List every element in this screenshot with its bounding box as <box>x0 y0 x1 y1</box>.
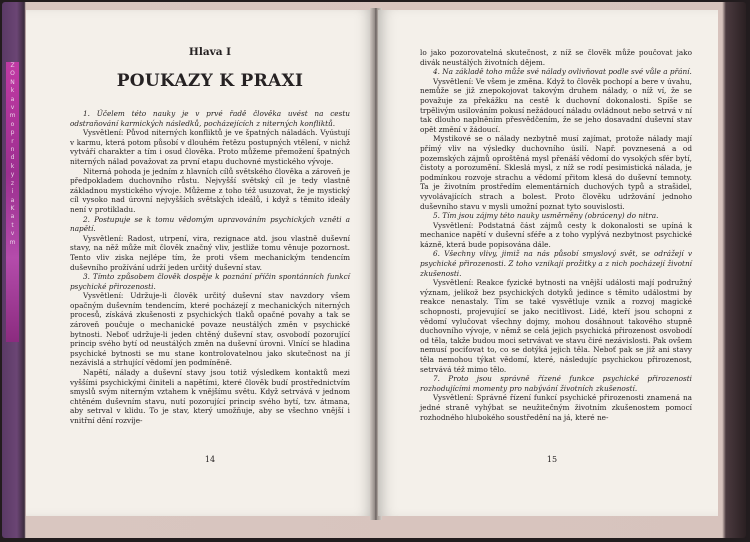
page-number-left: 14 <box>204 455 216 464</box>
spine-letter: O <box>10 70 15 78</box>
paragraph: 5. Tím jsou zájmy této nauky usměrněny (obráceny) do nitra. <box>433 211 659 221</box>
spine-letter: n <box>10 146 15 154</box>
paragraph: Vysvětlení: Ve všem je změna. Když to člověk pochopí a bere v úvahu, nemůže se již znepokojovat takovým druhem nálady, o níž ví, že se považuje za překážku na cestě k duchovní dokonalosti. Spíše se trpělivým usilováním pokusí nežádoucí náladu ovládnout nebo setrvá v ní tak dlouho naplněním přesvědčením, že se jeho dosavadní duševní stav opět změní v žádoucí. <box>420 76 692 134</box>
spine-letter: y <box>10 171 15 179</box>
spine-letter: d <box>10 154 15 162</box>
spine-letter: v <box>10 230 15 238</box>
paragraph: Mystikové se o nálady nezbytně musí zajímat, protože nálady mají přímý vliv na výsledky duchovního úsilí. Např. povznesená a od pozemských zájmů oproštěná mysl přenáší vědomí do vysokých sfér bytí, čistoty a porozumění. Skleslá mysl, z níž se rodí pesimistická nálada, je podmínkou rozvoje strachu a vědomí přitom klesá do duševní temnoty. Ta je životním prostředím elementárních duchových typů a strašidel, vyvolávajících strach a bolest. Proto člověku udržování jednoho duševního stavu v mysli umožní poznat tyto souvislosti. <box>420 134 692 211</box>
paragraph: 6. Všechny vlivy, jimiž na nás působí smyslový svět, se odrážejí v psychické přirozenosti. Z toho vznikají prožitky a z nich pocházejí životní zkušenosti. <box>420 249 692 278</box>
paragraph: Niterná pohoda je jedním z hlavních cílů světského člověka a zároveň je předpokladem duchovního růstu. Nejvyšší světský cíl je tedy vlastně základnou mystického vývoje. Můžeme z toho též usuzovat, že je mystický cíl vysoko nad úrovní nejvyšších světských ideálů, i když s těmito ideály není v protikladu. <box>70 166 350 214</box>
spine-letter: p <box>10 129 15 137</box>
right-page-body <box>420 48 692 422</box>
spine-letter: v <box>10 104 15 112</box>
chapter-heading: Hlava I <box>188 46 232 58</box>
spine-letter: t <box>11 221 14 229</box>
right-page <box>378 10 718 516</box>
spine-letter: o <box>10 120 15 128</box>
paragraph: Vysvětlení: Radost, utrpení, vira, rezignace atd. jsou vlastně duševní stavy, na něž může mít člověk značný vliv, jestliže tomu věnuje pozornost. Tento vliv ziska nejlépe tím, že proti všem mechanickým tendencím duševního prožívání udrží jeden určitý duševní stav. <box>70 233 350 272</box>
spine-letter: z <box>10 179 15 187</box>
paragraph: Vysvětlení: Reakce fyzické bytnosti na vnější události mají podružný význam, jelikož bez psychických dotyků jedince s těmito událostmi by reakce nenastaly. Tím se také vysvětluje vznik a rozvoj magické schopnosti, projevující se jako necitlivost. Lidé, kteří jsou schopni z vědomí vylučovat všechny dojmy, mohou dosáhnout takového stupně duchovního vývoje, v němž se celá jejich psychická přirozenost osvobodí od těla, takže budou moci setrvávat ve stavu čiré nezávislosti. Pak ovšem nemusí pociťovat to, co se dotýká jejich těla. Neboť pak se již ani stavy těla nemohou týkat vědomí, které, následujíc psychickou přirozenost, setrvává též mimo tělo. <box>420 278 692 374</box>
spine-letter: K <box>10 204 15 212</box>
paragraph: Vysvětlení: Správné řízení funkcí psychické přirozenosti znamená na jedné straně vyhýbat se neužitečným životním zkušenostem pomocí rozhodného hlubokého soustředění na já, které ne- <box>420 393 692 422</box>
spine-letter: m <box>9 112 16 120</box>
spine-color-strip <box>6 62 19 342</box>
spine-letter: Z <box>10 62 15 69</box>
paragraph: 7. Proto jsou správně řízené funkce psychické přirozenosti rozhodujícími momenty pro nabývání životních zkušeností. <box>420 374 692 393</box>
paragraph: Vysvětlení: Udržuje-li člověk určitý duševní stav navzdory všem opačným duševním tendencím, které pocházejí z mechanických niterných procesů, získává zkušenosti z psychických tlaků opačné povahy a tak se zároveň poučuje o mechanické povaze neustálých změn v psychické bytnosti. Neboť udržuje-li jeden chtěný duševní stav, osvobodí pozorující princip svého bytí od neustálých změn na duševní úrovni. Vlnící se hladina psychické bytnosti se mu stane kontrolovatelnou jako skutečnost na jí nezávislá a strhující vědomí jen podmíněně. <box>70 291 350 368</box>
paragraph: 1. Účelem této nauky je v prvé řadě člověka uvést na cestu odstraňování karmických následků, pocházejících z niterných konfliktů. <box>70 109 350 128</box>
paragraph: Vysvětlení: Původ niterných konfliktů je ve špatných náladách. Vyústují v karmu, která potom působí v dlouhém řetězu postupných vtělení, v nichž vytváří charakter a tím i osud člověka. Proto můžeme přemožení špatných niterných nálad považovat za první etapu duchovné mystického vývoje. <box>70 128 350 166</box>
paragraph: Napětí, nálady a duševní stavy jsou totiž výsledkem kontaktů mezi vyššími psychickými činiteli a napětími, které člověk budí prostřednictvím smyslů svým niterným vztahem k vnějšímu světu. Když setrvává v jednom chtěném duševním stavu, nutí pozorující princip svého bytí, tzv. átmana, aby setrval v klidu. To je stav, který umožňuje, aby se všechno vnější i vnitřní dění rozvíje- <box>70 368 350 425</box>
left-page-body <box>70 109 350 426</box>
spine-letter: a <box>10 213 15 221</box>
spine-letter: k <box>10 87 15 95</box>
page-title: POUKAZY K PRAXI <box>116 71 304 91</box>
paragraph: lo jako pozorovatelná skutečnost, z níž se člověk může poučovat jako divák neustálých životních dějem. <box>420 48 692 67</box>
spine-letter: i <box>11 188 14 196</box>
paragraph: 2. Postupuje se k tomu vědomým upravováním psychických vzněti a napětí. <box>70 214 350 234</box>
left-page <box>26 10 374 516</box>
spine-letter: r <box>11 137 14 145</box>
spine-letter: k <box>10 162 15 170</box>
paragraph: 3. Tímto způsobem člověk dospěje k poznání příčin spontánních funkcí psychické přirozenosti. <box>70 272 350 291</box>
paragraph: 4. Na základě toho může své nálady ovlivňovat podle své vůle a přání. <box>433 67 692 77</box>
spine-letter: m <box>9 238 16 246</box>
page-number-right: 15 <box>546 455 558 464</box>
spine-letter: a <box>10 95 15 103</box>
paragraph: Vysvětlení: Podstatná část zájmů cesty k dokonalosti se upíná k mechanice napětí v duševní sféře a z toho vyplývá nezbytnost psychické kázně, která bude popisována dále. <box>420 220 692 249</box>
spine-letter: N <box>10 78 15 86</box>
spine-letter: a <box>10 196 15 204</box>
